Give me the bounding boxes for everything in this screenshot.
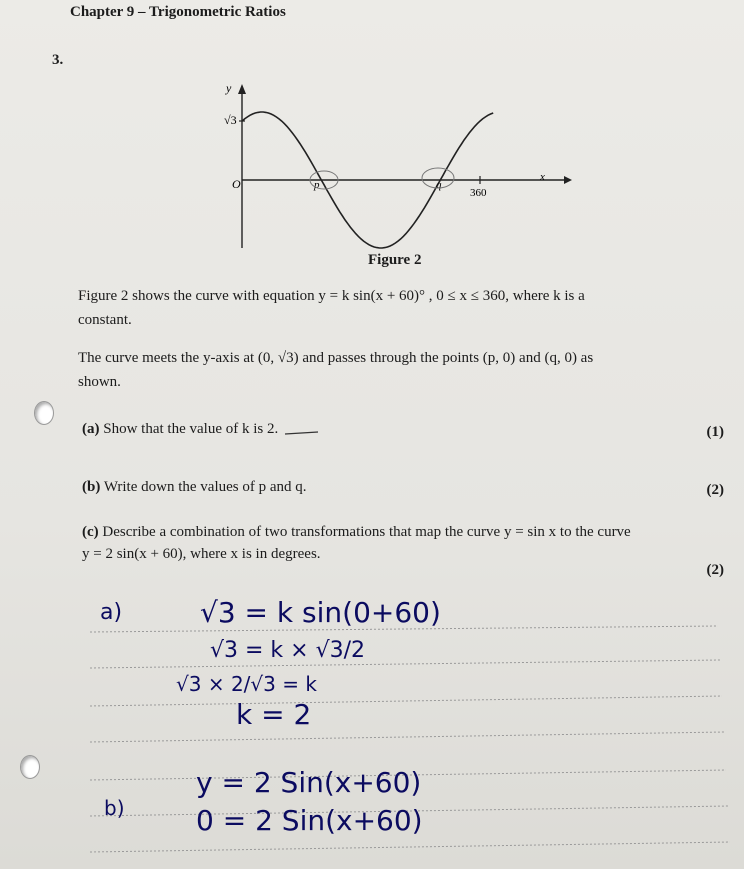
punch-hole-bottom xyxy=(20,755,40,779)
part-a-marks: (1) xyxy=(706,424,724,440)
hw-a-line-4: k = 2 xyxy=(236,698,312,731)
part-c-text-1: Describe a combination of two transformations that map the curve y = sin x to the curve xyxy=(102,524,631,540)
x-tick-label: 360 xyxy=(470,187,487,199)
hw-b-line-1: y = 2 Sin(x+60) xyxy=(196,766,422,799)
point-q-label: q xyxy=(436,179,442,191)
hw-a-label: a) xyxy=(100,600,123,625)
part-c-text-2: y = 2 sin(x + 60), where x is in degrees. xyxy=(82,546,321,562)
intercept-line-1: The curve meets the y-axis at (0, √3) and passes through the points (p, 0) and (q, 0) as xyxy=(78,350,594,366)
part-b-marks: (2) xyxy=(706,482,724,498)
hw-a-line-3: √3 × 2/√3 = k xyxy=(176,672,317,696)
hw-b-label: b) xyxy=(104,796,125,820)
part-b-letter: (b) xyxy=(82,479,101,495)
pen-mark xyxy=(285,432,318,434)
intro-line-2: constant. xyxy=(78,312,132,328)
figure-caption: Figure 2 xyxy=(368,252,422,268)
origin-label: O xyxy=(232,177,241,191)
part-b-text: Write down the values of p and q. xyxy=(103,479,307,495)
hw-a-line-1: √3 = k sin(0+60) xyxy=(200,596,441,629)
y-axis-label: y xyxy=(226,81,232,95)
hw-b-line-2: 0 = 2 Sin(x+60) xyxy=(196,804,423,837)
hw-a-line-2: √3 = k × √3/2 xyxy=(210,638,366,663)
y-tick-label: √3 xyxy=(224,113,237,127)
question-number: 3. xyxy=(52,52,64,68)
part-a-letter: (a) xyxy=(82,421,100,437)
intro-line-1: Figure 2 shows the curve with equation y = k sin(x + 60)° , 0 ≤ x ≤ 360, where k is a xyxy=(78,288,585,304)
part-c-letter: (c) xyxy=(82,524,99,540)
part-a-text: Show that the value of k is 2. xyxy=(103,421,279,437)
x-axis-label: x xyxy=(540,171,545,183)
point-p-label: p xyxy=(314,179,320,191)
part-c-marks: (2) xyxy=(706,562,724,578)
chapter-title: Chapter 9 – Trigonometric Ratios xyxy=(70,4,286,20)
intercept-line-2: shown. xyxy=(78,374,121,390)
